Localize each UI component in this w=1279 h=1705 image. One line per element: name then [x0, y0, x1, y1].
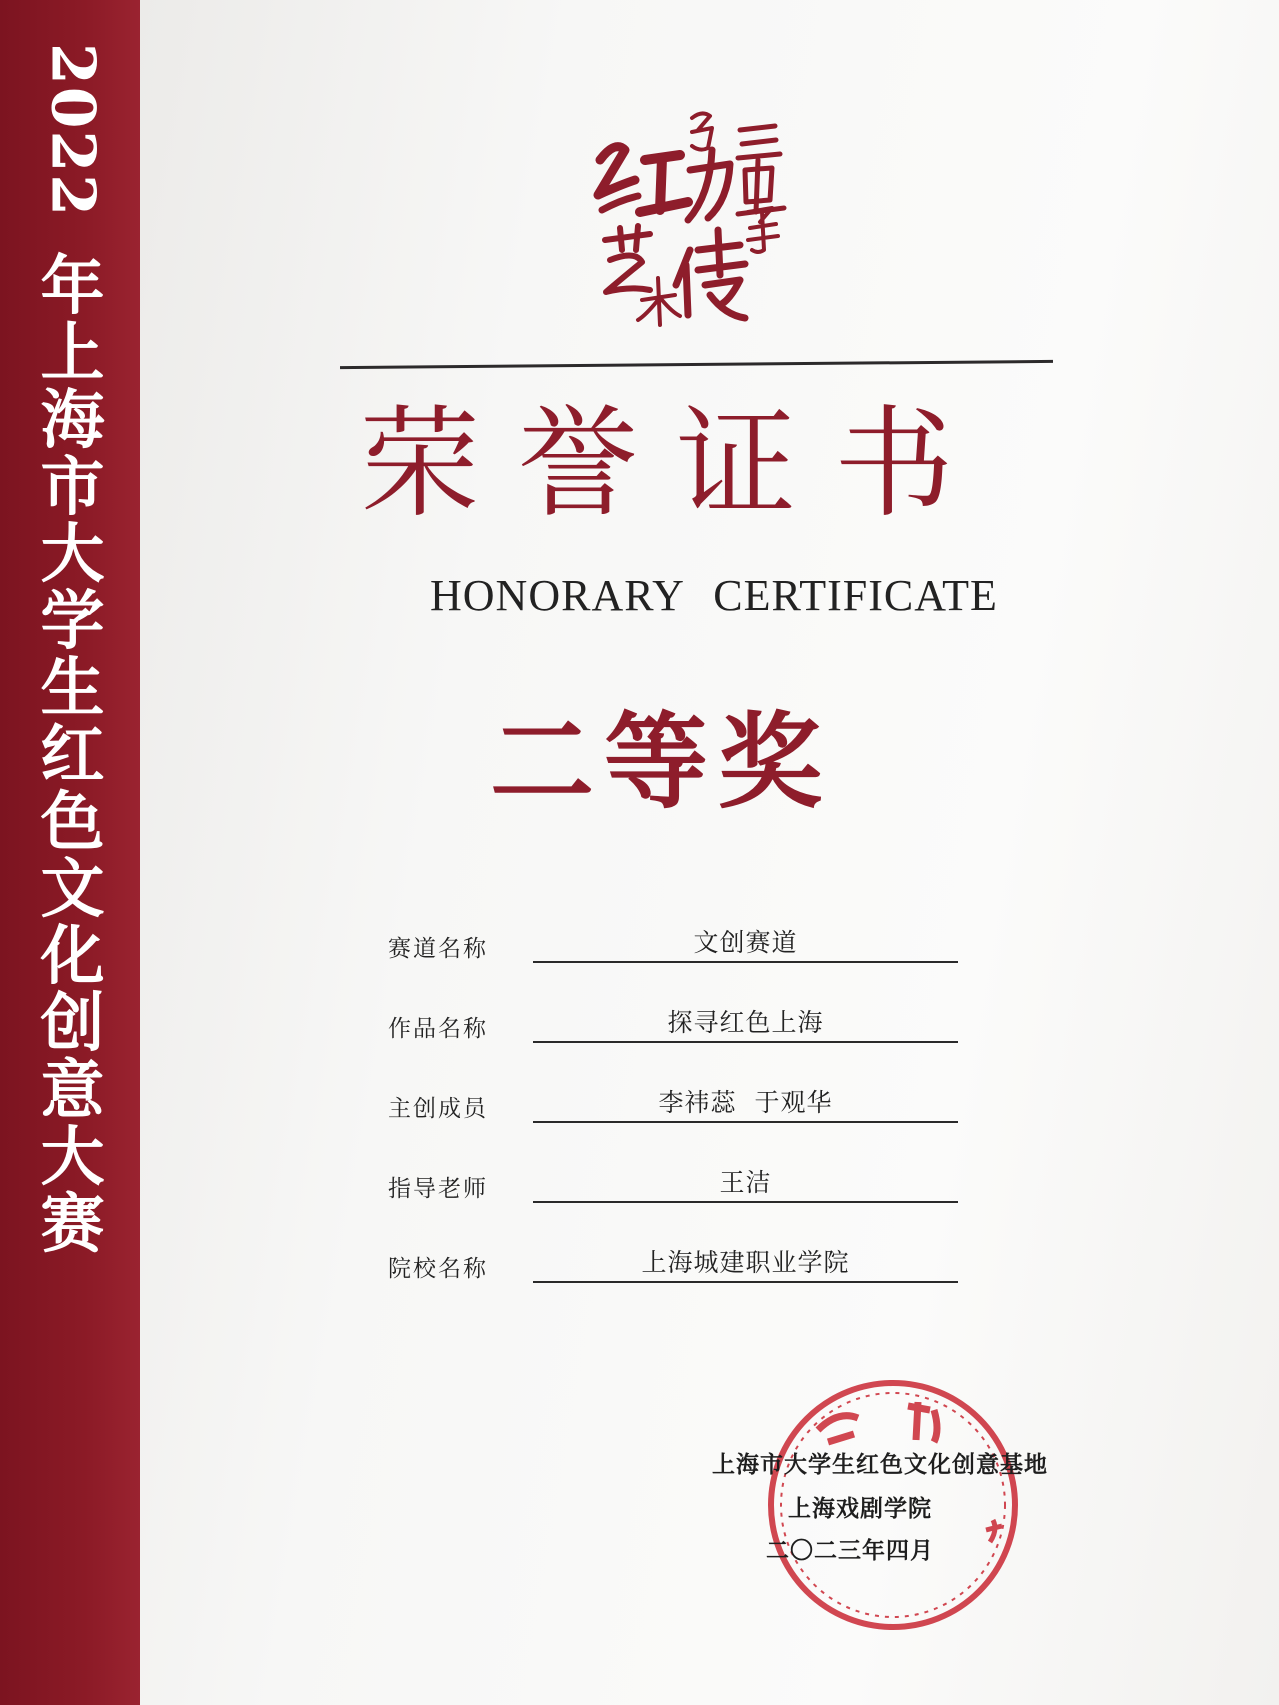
side-banner-char: 色: [40, 785, 105, 860]
field-value: 李祎蕊 于观华: [658, 1088, 833, 1117]
side-banner-char: 创: [40, 986, 105, 1061]
side-banner-char: 化: [40, 919, 105, 994]
side-banner-char: 年: [40, 249, 105, 324]
field-underline: [533, 961, 958, 963]
field-label: 指导老师: [388, 1176, 488, 1202]
certificate-title: 荣誉证书: [360, 395, 992, 534]
field-underline: [533, 1041, 958, 1043]
side-banner-char: 大: [40, 517, 105, 592]
field-underline: [533, 1201, 958, 1203]
side-banner-year: 2022: [37, 43, 108, 218]
side-banner-char: 红: [40, 718, 105, 793]
field-value: 王洁: [719, 1168, 772, 1197]
field-value: 文创赛道: [693, 928, 798, 957]
issue-date: 二〇二三年四月: [766, 1538, 934, 1564]
field-work-title: [388, 1003, 958, 1053]
side-banner-char: 生: [40, 651, 105, 726]
field-underline: [533, 1281, 958, 1283]
side-banner-char: 文: [40, 852, 105, 927]
field-label: 作品名称: [388, 1016, 488, 1042]
field-label: 院校名称: [388, 1256, 488, 1282]
side-banner-char: 大: [40, 1120, 105, 1195]
side-banner-char: 赛: [40, 1187, 105, 1262]
issuer-institution: 上海戏剧学院: [788, 1496, 932, 1522]
field-underline: [533, 1121, 958, 1123]
certificate-subtitle: HONORARY CERTIFICATE: [430, 571, 998, 620]
side-banner-char: 学: [40, 584, 105, 659]
side-banner-char: 上: [40, 316, 105, 391]
field-label: 赛道名称: [388, 936, 488, 962]
calligraphy-logo: [580, 100, 800, 330]
award-level: 二等奖: [490, 700, 833, 823]
side-banner-char: 意: [40, 1053, 105, 1128]
side-banner: [0, 0, 140, 1705]
field-label: 主创成员: [388, 1096, 488, 1122]
field-school: [388, 1243, 958, 1293]
field-value: 探寻红色上海: [667, 1008, 824, 1037]
field-members: [388, 1083, 958, 1133]
side-banner-char: 海: [40, 383, 105, 458]
side-banner-title: [10, 8, 135, 1262]
field-value: 上海城建职业学院: [641, 1248, 850, 1277]
issuer-organization: 上海市大学生红色文化创意基地: [712, 1452, 1048, 1478]
field-track: [388, 923, 958, 973]
side-banner-char: 市: [40, 450, 105, 525]
field-advisor: [388, 1163, 958, 1213]
